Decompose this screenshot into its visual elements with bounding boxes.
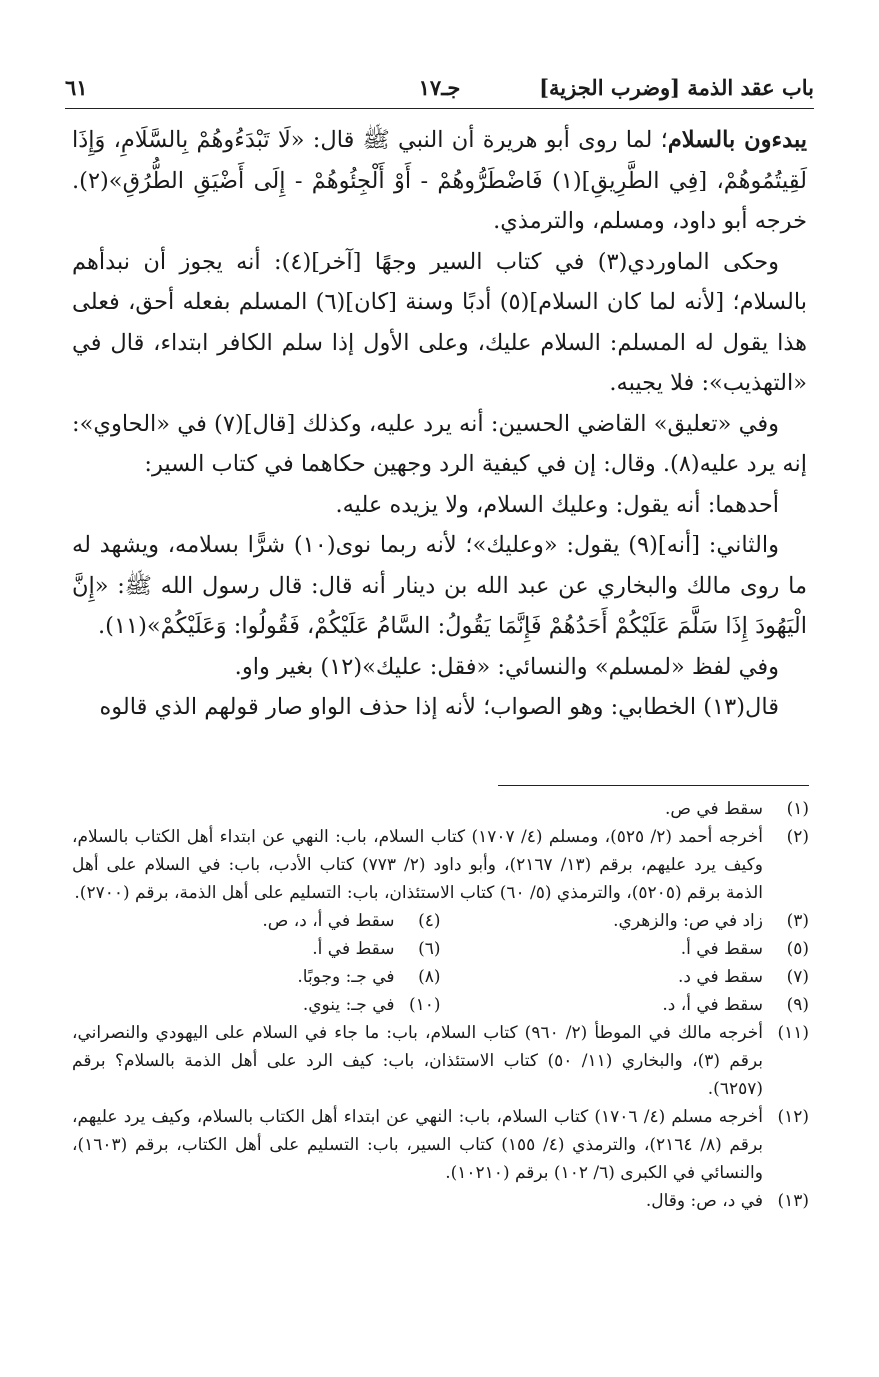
footnote-text: سقط في أ، د، ص. [262, 911, 395, 931]
footnote-text: في جـ: ينوي. [302, 995, 395, 1015]
footnote [441, 963, 810, 991]
footnote [441, 935, 810, 963]
paragraph: قال(١٣) الخطابي: وهو الصواب؛ لأنه إذا حذف الواو صار قولهم الذي قالوه [99, 694, 779, 720]
footnote-row [72, 991, 809, 1019]
footnote-row [72, 935, 809, 963]
paragraph: وفي لفظ «لمسلم» والنسائي: «فقل: عليك»(١٢) بغير واو. [234, 653, 779, 680]
footnote-text: أخرجه أحمد (٢/ ٥٢٥)، ومسلم (٤/ ١٧٠٧) كتاب السلام، باب: النهي عن ابتداء أهل الكتاب بالسلام، وكيف يرد عليهم، برقم (١٣/ ٢١٦٧)، وأبو داود (٢/ ٧٧٣) كتاب الأدب، باب: في السلام على أهل الذمة برقم (٥٢٠٥)، والترمذي (٥/ ٦٠) كتاب الاستئذان، باب: التسليم على أهل الذمة، برقم (٢٧٠٠). [72, 827, 763, 903]
paragraph: والثاني: [أنه](٩) يقول: «وعليك»؛ لأنه ربما نوى(١٠) شرًّا بسلامه، ويشهد له ما روى مالك والبخاري عن عبد الله بن دينار أنه قال: قال رسول الله ﷺ: «إِنَّ الْيَهُودَ إِذَا سَلَّمَ عَلَيْكُمْ أَحَدُهُمْ فَإِنَّمَا يَقُولُ: السَّامُ عَلَيْكُمْ، فَقُولُوا: وَعَلَيْكُمْ»(١١). [72, 532, 807, 639]
footnote-number: (١١) [777, 1023, 809, 1043]
volume-label: جـ١٧ [418, 74, 461, 100]
footnote-text: أخرجه مالك في الموطأ (٢/ ٩٦٠) كتاب السلام، باب: ما جاء في السلام على اليهودي والنصراني، برقم (٣)، والبخاري (١١/ ٥٠) كتاب الاستئذان، باب: كيف الرد على أهل الذمة بالسلام؟ برقم (٦٢٥٧). [72, 1023, 764, 1099]
footnote [72, 1187, 809, 1215]
main-text [72, 120, 807, 728]
chapter-title: باب عقد الذمة [وضرب الجزية] [539, 74, 814, 100]
footnote-text: سقط في ص. [664, 799, 763, 819]
footnote-text: سقط في د. [677, 967, 763, 987]
footnote-text: زاد في ص: والزهري. [613, 911, 763, 931]
footnote-number: (١٢) [777, 1107, 809, 1127]
footnote [72, 935, 441, 963]
footnote [441, 907, 810, 935]
footnote-number: (٩) [786, 995, 809, 1015]
paragraph: أحدهما: أنه يقول: وعليك السلام، ولا يزيده عليه. [335, 491, 779, 518]
footnote-text: سقط في أ. [680, 939, 763, 959]
footnote [72, 823, 809, 907]
footnote-text: أخرجه مسلم (٤/ ١٧٠٦) كتاب السلام، باب: النهي عن ابتداء أهل الكتاب بالسلام، وكيف يرد عليهم، برقم (٨/ ٢١٦٤)، والترمذي (٤/ ١٥٥) كتاب السير، باب: التسليم على أهل الكتاب، برقم (١٦٠٣)، والنسائي في الكبرى (٦/ ١٠٢) برقم (١٠٢١٠). [72, 1107, 763, 1183]
footnote [72, 795, 809, 823]
footnote-number: (٢) [786, 827, 809, 847]
footnote-number: (٤) [418, 911, 441, 931]
paragraph [72, 120, 807, 242]
footnote [441, 991, 810, 1019]
footnote [72, 1019, 809, 1103]
header-rule [65, 108, 814, 109]
footnotes [72, 795, 809, 1215]
footnote-number: (٦) [418, 939, 441, 959]
page-number: ٦١ [65, 74, 88, 100]
footnote-number: (٧) [786, 967, 809, 987]
footnote [72, 963, 441, 991]
footnote-number: (١) [786, 799, 809, 819]
paragraph: وفي «تعليق» القاضي الحسين: أنه يرد عليه، وكذلك [قال](٧) في «الحاوي»: إنه يرد عليه(٨). وقال: إن في كيفية الرد وجهين حكاهما في كتاب السير: [72, 410, 807, 477]
footnote-separator [498, 785, 809, 786]
footnote-row [72, 907, 809, 935]
footnote-number: (٣) [786, 911, 809, 931]
footnote [72, 991, 441, 1019]
paragraph: وحكى الماوردي(٣) في كتاب السير وجهًا [آخر](٤): أنه يجوز أن نبدأهم بالسلام؛ [لأنه لما كان السلام](٥) أدبًا وسنة [كان](٦) المسلم بفعله أحق، فعلى هذا يقول له المسلم: السلام عليك، وعلى الأول إذا سلم الكافر ابتداء، قال في «التهذيب»: فلا يجيبه. [72, 248, 808, 396]
footnote-text: سقط في أ. [312, 939, 395, 959]
footnote-number: (١٠) [408, 995, 441, 1015]
footnote-text: في د، ص: وقال. [645, 1191, 763, 1211]
footnote [72, 1103, 809, 1187]
paragraph-text: ؛ لما روى أبو هريرة أن النبي ﷺ قال: «لَا تَبْدَءُوهُمْ بِالسَّلَامِ، وَإِذَا لَقِيتُمُوهُمْ، [فِي الطَّرِيقِ](١) فَاضْطَرُّوهُمْ - أَوْ أَلْجِئُوهُمْ - إِلَى أَضْيَقِ الطُّرُقِ»(٢). خرجه أبو داود، ومسلم، والترمذي. [72, 127, 807, 234]
footnote-number: (١٣) [777, 1191, 809, 1211]
footnote [72, 907, 441, 935]
footnote-row [72, 963, 809, 991]
footnote-text: في جـ: وجوبًا. [297, 967, 395, 987]
running-header [65, 70, 814, 104]
lead-phrase: يبدءون بالسلام [667, 127, 807, 153]
footnote-number: (٥) [786, 939, 809, 959]
footnote-number: (٨) [418, 967, 441, 987]
footnote-text: سقط في أ، د. [662, 995, 763, 1015]
